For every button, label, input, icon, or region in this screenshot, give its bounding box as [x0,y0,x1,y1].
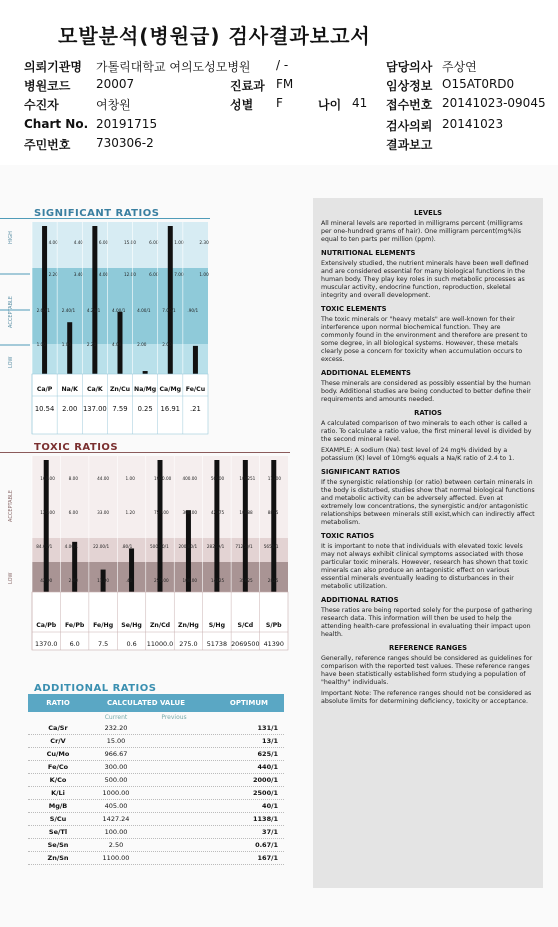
optimum-cell: 1138/1 [253,815,278,823]
sig-scale-ideal: 2.40/1 [61,308,76,313]
tox-value-Fe/Hg: 7.5 [98,640,109,648]
tox-scale-low: 250.00 [154,578,169,583]
tox-scale-ideal: .80/1 [121,544,133,549]
col-calculated: CALCULATED VALUE [106,699,185,707]
sig-ratios-text: If the synergistic relationship (or ratio) between certain minerals in the body is disturbed, studies show that normal biological functions and metabolic activity can be adversely affected. Even at extremely low concentrations, the synergistic and/or antagonistic relationships between minerals still exist,which can indirectly affect metabolism. [321,479,535,526]
tox-scale-ideal: 28250/1 [206,544,225,549]
tox-scale-ideal: 71250/1 [235,544,253,549]
tox-scale-low: 42.00 [40,578,53,583]
patient-value: 여창원 [96,98,131,112]
doctor-value: 주상연 [442,60,477,74]
sig-scale-ideal: 2.60/1 [36,308,50,313]
current-cell: 1100.00 [102,854,130,862]
tox-scale-mid: 10888 [239,510,253,515]
sig-scale-top: 6.00 [149,240,159,245]
nutritional-heading: NUTRITIONAL ELEMENTS [321,249,416,257]
chart-value: 20191715 [96,117,158,131]
sig-value-Ca/P: 10.54 [34,405,55,413]
nutritional-text: Extensively studied, the nutrient minerals have been well defined and are considered essential for many biological functions in the human body. They play key roles in such metabolic processes as muscular activity, endocrine function, reproduction, skeletal integrity and overall development. [321,260,529,299]
sig-category-Fe/Cu: Fe/Cu [185,386,206,393]
high-band [32,222,208,268]
current-cell: 2.50 [108,841,124,849]
sig-category-Ca/K: Ca/K [86,386,103,393]
ratio-cell: Se/Tl [48,828,68,836]
current-cell: 100.00 [104,828,128,836]
additional-heading: ADDITIONAL ELEMENTS [321,369,411,377]
tox-scale-ideal: 500.00/1 [150,544,169,549]
sig-value-Fe/Cu: .21 [190,405,201,413]
id-value: 730306-2 [96,136,154,150]
sig-scale-top: 4.40 [73,240,84,245]
tox-scale-low: .40 [125,578,133,583]
sig-category-Zn/Cu: Zn/Cu [109,386,131,393]
ratios-example: EXAMPLE: A sodium (Na) test level of 24 mg% divided by a potassium (K) level of 10mg% equals a Na/K ratio of 2.4 to 1. [321,447,515,462]
table-row [28,761,284,774]
add-ratios-text: These ratios are being reported solely for the purpose of gathering research data. This information will then be used to help the attending health-care professional in evaluating their impact upon health. [321,607,532,638]
current-cell: 300.00 [104,763,128,771]
sex-value: F [276,96,283,110]
request-value: 20141023 [442,117,504,131]
sig-value-Na/Mg: 0.25 [137,405,153,413]
toxic-title: TOXIC RATIOS [34,442,119,453]
sig-bar-Ca/P [42,226,47,374]
tox-category-Zn/Hg: Zn/Hg [178,622,199,629]
tox-scale-top: 11300 [267,476,282,481]
tox-value-Ca/Pb: 1370.0 [35,640,58,648]
table-row [28,852,284,865]
sig-scale-mid: 7.00 [174,272,184,277]
request-label: 검사의뢰 [386,119,433,133]
chart-label: Chart No. [24,117,89,131]
patient-label: 수진자 [24,98,59,112]
receipt-value: 20141023-09045 [442,96,546,110]
ratio-cell: Ca/Sr [48,724,68,732]
tox-scale-mid: 42375 [210,510,225,515]
org-extra: / - [276,58,289,72]
sig-bar-Fe/Cu [193,346,198,374]
tox-scale-mid: 125.00 [40,510,55,515]
sig-scale-top: 4.00 [48,240,58,245]
tox-ylabel-low: LOW [8,572,14,584]
current-cell: 405.00 [104,802,128,810]
sig-scale-mid: 3.40 [73,272,84,277]
table-row [28,748,284,761]
report-title: 모발분석(병원급) 검사결과보고서 [58,24,371,48]
levels-heading: LEVELS [413,209,443,217]
dept-label: 진료과 [230,79,265,93]
tox-ylabel-acceptable: ACCEPTABLE [8,490,14,522]
tox-scale-mid: 1.20 [125,510,135,515]
org-value: 가톨릭대학교 여의도성모병원 [96,60,251,74]
significant-chart [0,218,212,436]
table-row [28,787,284,800]
doctor-label: 담당의사 [386,60,433,74]
tox-scale-mid: 750.00 [154,510,169,515]
dept-value: FM [276,77,294,91]
additional-title: ADDITIONAL RATIOS [34,683,157,694]
tox-value-Zn/Cd: 11000.0 [146,640,174,648]
sig-scale-low: 4.00 [112,342,122,347]
sig-scale-mid: 1.00 [199,272,209,277]
table-row [28,839,284,852]
code-value: 20007 [96,77,135,91]
current-cell: 232.20 [104,724,128,732]
sig-ylabel-high: HIGH [8,231,14,244]
optimum-cell: 131/1 [257,724,278,732]
tox-scale-top: 8.00 [68,476,78,481]
org-label: 의뢰기관명 [24,60,82,74]
sig-category-Ca/Mg: Ca/Mg [159,386,182,393]
sig-scale-mid: 4.00 [98,272,109,277]
ratio-cell: Cr/V [50,737,66,745]
sig-scale-mid: 6.00 [149,272,159,277]
tox-bar-Se/Hg [129,548,134,592]
table-row [28,722,284,735]
info-panel [313,198,543,888]
tox-value-Zn/Hg: 275.0 [179,640,198,648]
tox-scale-ideal: 4.00/1 [64,544,79,549]
tox-scale-mid: 300.00 [182,510,198,515]
current-cell: 1000.00 [102,789,130,797]
reference-text: Generally, reference ranges should be considered as guidelines for comparison with the reported test values. These reference ranges have been statistically established form studying a population of "healthy" individuals. [321,655,533,686]
col-current: Current [104,713,128,721]
optimum-cell: 0.67/1 [255,841,278,849]
levels-text: All mineral levels are reported in milligrams percent (milligrams per one-hundred grams of hair). One milligram percent(mg%)is equal to ten parts per million (ppm). [321,220,523,243]
id-label: 주민번호 [24,138,71,152]
sig-bar-Ca/Mg [168,226,173,374]
tox-scale-top: 400.00 [182,476,198,481]
tox-scale-ideal: 84.00/1 [36,544,53,549]
sig-value-Ca/Mg: 16.91 [160,405,181,413]
tox-scale-top: 100251 [239,476,256,481]
ratio-cell: K/Li [51,789,65,797]
sig-scale-low: 2.00 [137,342,147,347]
sig-scale-ideal: 4.20/1 [86,308,101,313]
current-cell: 1427.24 [102,815,130,823]
sig-bar-Na/K [67,322,72,374]
ratio-cell: Cu/Mo [46,750,70,758]
toxic-ratios-text: It is important to note that individuals with elevated toxic levels may not always exhibit clinical symptoms associated with those particular toxic minerals. However, research has shown that toxic minerals can also produce an antagonistic effect on various essential minerals eventually leading to disturbances in their metabolic utilization. [321,543,528,590]
table-row [28,826,284,839]
table-row [28,800,284,813]
toxic-chart [0,452,290,654]
optimum-cell: 40/1 [262,802,278,810]
sig-scale-top: 15.00 [124,240,136,245]
col-ratio: RATIO [46,699,70,707]
report-header [0,0,558,165]
sex-label: 성별 [230,98,254,112]
additional-table [28,694,284,865]
tox-scale-mid: 33.00 [97,510,110,515]
tox-value-Fe/Pb: 6.0 [69,640,80,648]
sig-bar-Na/Mg [143,371,148,374]
sig-scale-top: 6.00 [98,240,109,245]
tox-category-S/Pb: S/Pb [265,622,282,629]
sig-scale-low: 1.00 [36,342,46,347]
sig-category-Na/Mg: Na/Mg [134,386,157,393]
reference-heading: REFERENCE RANGES [388,644,468,652]
sig-scale-low: 2.00 [162,342,172,347]
ratio-cell: S/Cu [49,815,67,823]
tox-value-S/Cd: 2069500 [231,640,260,648]
ratio-cell: Se/Sn [47,841,69,849]
tox-value-S/Pb: 41390 [263,640,284,648]
sig-ratios-heading: SIGNIFICANT RATIOS [321,468,401,476]
sig-ylabel-low: LOW [8,356,14,368]
additional-header [28,694,284,712]
optimum-cell: 2500/1 [253,789,278,797]
tox-scale-mid: 8875 [267,510,279,515]
tox-scale-top: 1900.00 [154,476,172,481]
ratios-text: A calculated comparison of two minerals to each other is called a ratio. To calculate a ratio value, the first mineral level is divided by the second mineral level. [321,420,532,443]
current-cell: 966.67 [104,750,128,758]
tox-category-Fe/Hg: Fe/Hg [93,622,114,629]
sig-scale-mid: 2.20 [48,272,58,277]
current-cell: 15.00 [106,737,126,745]
tox-scale-top: 50900 [210,476,225,481]
sig-category-Na/K: Na/K [61,386,78,393]
tox-scale-mid: 6.00 [68,510,78,515]
optimum-cell: 625/1 [257,750,278,758]
optimum-cell: 2000/1 [253,776,278,784]
important-note: Important Note: The reference ranges should not be considered as absolute limits for determining deficiency, toxicity or acceptance. [321,690,532,705]
table-row [28,774,284,787]
tox-category-S/Cd: S/Cd [237,622,254,629]
tox-bar-Fe/Pb [72,542,77,592]
table-row [28,735,284,748]
report-label: 결과보고 [386,138,433,152]
toxic-ratios-heading: TOXIC RATIOS [321,532,375,540]
sig-scale-ideal: 7.00/1 [162,308,176,313]
sig-scale-ideal: 4.00/1 [112,308,126,313]
sig-scale-mid: 12.00 [124,272,136,277]
tox-category-Fe/Pb: Fe/Pb [64,622,85,629]
age-value: 41 [352,96,368,110]
sig-ylabel-acceptable: ACCEPTABLE [8,296,14,328]
tox-category-S/Hg: S/Hg [208,622,226,629]
tox-scale-low: 35625 [239,578,253,583]
tox-scale-low: 100.00 [182,578,198,583]
sig-category-Ca/P: Ca/P [36,386,53,393]
current-cell: 500.00 [104,776,128,784]
optimum-cell: 167/1 [257,854,278,862]
code-label: 병원코드 [24,79,71,93]
tox-scale-low: 2825 [267,578,279,583]
add-ratios-heading: ADDITIONAL RATIOS [321,596,399,604]
sig-scale-low: 1.00 [61,342,72,347]
tox-scale-low: 11.00 [97,578,110,583]
tox-category-Ca/Pb: Ca/Pb [36,622,57,629]
tox-value-S/Hg: 51738 [206,640,228,648]
toxic-text: The toxic minerals or "heavy metals" are well-known for their interference upon normal biochemical function. They are commonly found in the environment and therefore are present to some degree, in all biological systems. However, these metals clearly pose a concern for toxicity when accumulation occurs to excess. [321,316,528,363]
optimum-cell: 37/1 [262,828,278,836]
ratio-cell: K/Co [49,776,67,784]
toxic-heading: TOXIC ELEMENTS [321,305,387,313]
tox-scale-top: 44.00 [97,476,110,481]
sig-value-Na/K: 2.00 [62,405,78,413]
additional-text: These minerals are considered as possibly essential by the human body. Additional studies are being conducted to better define their requirements and amounts needed. [321,380,531,403]
table-row [28,813,284,826]
tox-scale-low: 14125 [210,578,225,583]
col-optimum: OPTIMUM [229,699,268,707]
ratio-cell: Fe/Co [47,763,69,771]
tox-scale-low: 2.00 [68,578,78,583]
tox-scale-ideal: 5650/1 [263,544,279,549]
sig-scale-top: 1.00 [174,240,184,245]
tox-scale-ideal: 200.00/1 [178,544,198,549]
col-previous: Previous [161,713,187,721]
ratio-cell: Mg/B [48,802,68,810]
ratios-heading: RATIOS [414,409,442,417]
tox-value-Se/Hg: 0.6 [126,640,137,648]
tox-scale-ideal: 22.00/1 [93,544,110,549]
tox-category-Se/Hg: Se/Hg [121,622,142,629]
additional-subheader [28,712,284,722]
sig-scale-low: 2.20 [86,342,97,347]
age-label: 나이 [318,98,342,112]
receipt-label: 접수번호 [386,98,433,112]
significant-title: SIGNIFICANT RATIOS [34,208,160,219]
sig-value-Ca/K: 137.00 [82,405,107,413]
tox-scale-top: 168.00 [40,476,55,481]
sig-scale-ideal: 4.00/1 [137,308,151,313]
sig-scale-top: 2.30 [199,240,209,245]
clinical-label: 임상정보 [386,79,433,93]
sig-value-Zn/Cu: 7.59 [112,405,128,413]
ratio-cell: Zn/Sn [47,854,69,862]
optimum-cell: 13/1 [262,737,278,745]
sig-scale-ideal: .90/1 [187,308,199,313]
sig-bar-Ca/K [92,226,97,374]
tox-category-Zn/Cd: Zn/Cd [149,622,171,629]
clinical-value: O15AT0RD0 [442,77,515,91]
optimum-cell: 440/1 [257,763,278,771]
tox-scale-top: 1.00 [125,476,135,481]
